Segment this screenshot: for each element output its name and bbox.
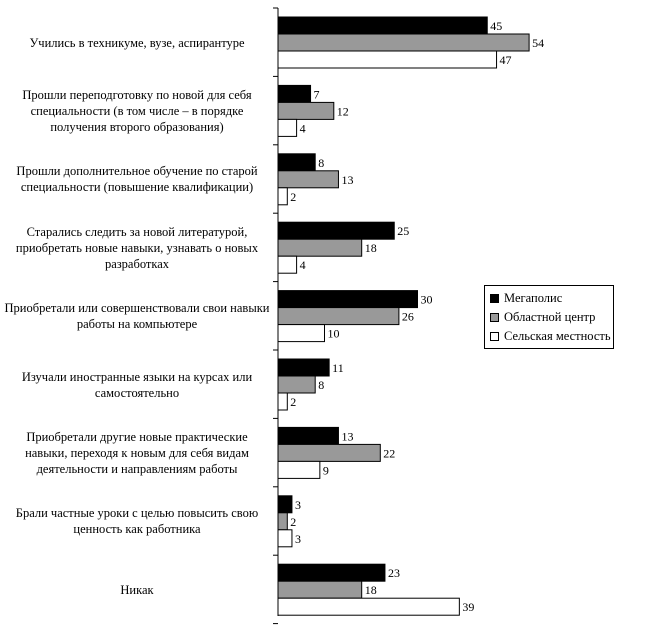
category-label: Никак <box>120 582 154 597</box>
bar <box>278 171 338 188</box>
legend-swatch-rural <box>490 332 499 341</box>
data-label: 30 <box>420 292 433 307</box>
bar <box>278 325 325 342</box>
data-label: 23 <box>387 566 400 581</box>
bar <box>278 461 320 478</box>
data-label: 4 <box>299 258 306 273</box>
bar <box>278 444 380 461</box>
bar <box>278 154 315 171</box>
data-label: 13 <box>341 172 354 187</box>
data-label: 54 <box>532 36 545 50</box>
legend-swatch-regional-center <box>490 313 499 322</box>
data-label: 2 <box>290 514 297 529</box>
bar <box>278 256 297 273</box>
bar <box>278 564 385 581</box>
bar <box>278 239 362 256</box>
data-label: 10 <box>327 326 340 341</box>
legend <box>484 285 614 349</box>
bar <box>278 359 329 376</box>
category-label: Прошли переподготовку по новой для себя специальности (в том числе – в порядке получения второго образования) <box>22 87 252 134</box>
bar <box>278 51 497 68</box>
bar <box>278 530 292 547</box>
data-label: 3 <box>294 531 301 546</box>
data-label: 18 <box>364 241 377 256</box>
bar <box>278 291 418 308</box>
category-label: Старались следить за новой литературой, приобретать новые навыки, узнавать о новых разработках <box>15 224 259 271</box>
data-label: 39 <box>462 600 475 615</box>
legend-item-rural <box>490 327 613 346</box>
category-label: Прошли дополнительное обучение по старой специальности (повышение квалификации) <box>16 164 258 195</box>
category-label: Изучали иностранные языки на курсах или самостоятельно <box>21 369 253 400</box>
bar <box>278 513 287 530</box>
data-label: 2 <box>290 395 297 409</box>
legend-item-megapolis <box>490 289 613 308</box>
data-label: 45 <box>490 19 503 33</box>
category-label: Приобретали другие новые практические навыки, переходя к новым для себя видам деятельности и направлениям работы <box>25 429 249 476</box>
category-label: Брали частные уроки с целью повысить свою ценность как работника <box>15 506 259 537</box>
data-label: 9 <box>322 463 329 478</box>
bar <box>278 496 292 513</box>
bar <box>278 308 399 325</box>
data-label: 13 <box>341 429 354 444</box>
data-label: 12 <box>336 104 349 119</box>
data-label: 8 <box>318 155 325 170</box>
data-label: 22 <box>383 446 396 461</box>
bar <box>278 581 362 598</box>
bar <box>278 222 394 239</box>
data-label: 4 <box>299 121 306 136</box>
data-label: 26 <box>401 309 414 324</box>
data-label: 47 <box>499 53 512 67</box>
data-label: 18 <box>364 583 377 598</box>
data-label: 2 <box>290 189 297 204</box>
bar <box>278 85 311 102</box>
bar <box>278 427 338 444</box>
category-label: Учились в техникуме, вузе, аспирантуре <box>29 35 245 50</box>
data-label: 25 <box>397 224 410 239</box>
bar <box>278 102 334 119</box>
legend-swatch-megapolis <box>490 294 499 303</box>
category-label: Приобретали или совершенствовали свои навыки работы на компьютере <box>4 301 270 332</box>
data-label: 8 <box>318 378 325 392</box>
data-label: 3 <box>294 497 301 512</box>
bar <box>278 17 487 34</box>
bar <box>278 598 459 615</box>
bar <box>278 393 287 410</box>
bar <box>278 376 315 393</box>
legend-item-regional-center <box>490 308 613 327</box>
bar <box>278 119 297 136</box>
legend-label-rural: Сельская местность <box>504 329 611 343</box>
legend-label-regional-center: Областной центр <box>504 310 596 324</box>
bar <box>278 188 287 205</box>
legend-label-megapolis: Мегаполис <box>504 291 563 305</box>
data-label: 11 <box>332 361 344 375</box>
bar <box>278 34 529 51</box>
data-label: 7 <box>313 87 320 102</box>
